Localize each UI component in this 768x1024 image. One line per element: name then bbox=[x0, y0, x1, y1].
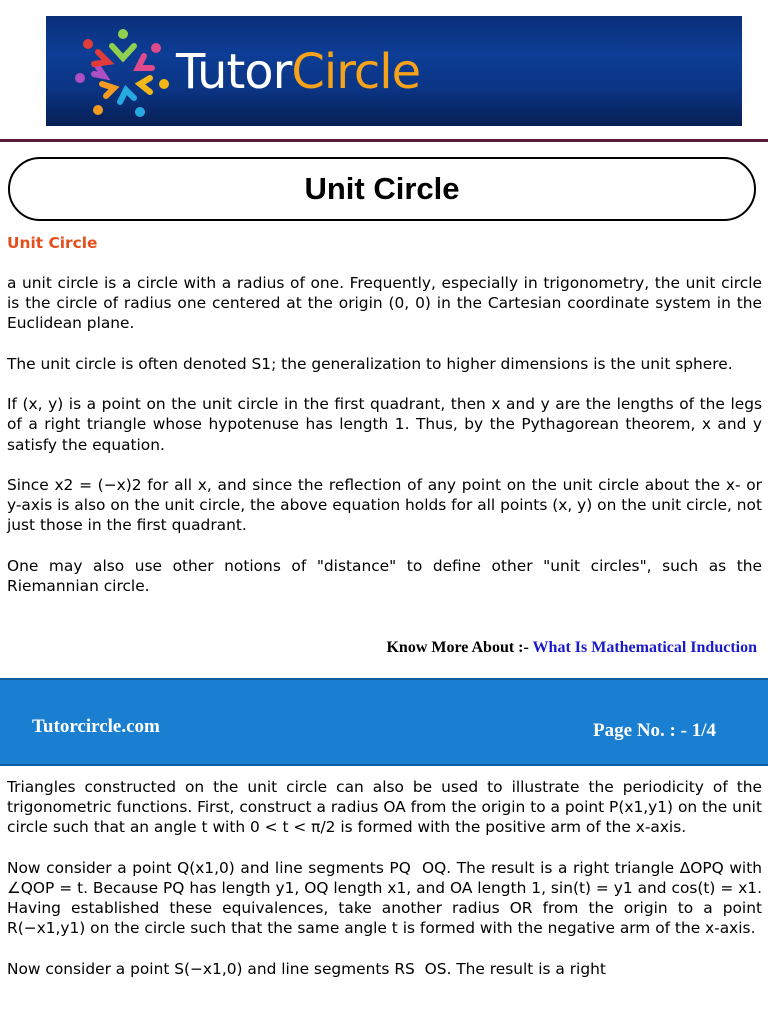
know-more-line bbox=[386, 638, 757, 658]
paragraph: Now consider a point Q(x1,0) and line segments PQ OQ. The result is a right triangle ΔOPQ with ∠QOP = t. Because PQ has length y1, OQ length x1, and OA length 1, sin(t) = y1 and cos(t) = x1. Having established these equivalences, take another radius OR from the origin to a point R(−x1,y1) on the circle such that the same angle t is formed with the negative arm of the x-axis. bbox=[7, 858, 762, 938]
paragraph: The unit circle is often denoted S1; the generalization to higher dimensions is the unit sphere. bbox=[7, 354, 733, 373]
page-number: Page No. : - 1/4 bbox=[593, 720, 716, 741]
know-more-prefix: Know More About :- bbox=[386, 639, 533, 656]
logo-wordmark bbox=[176, 44, 420, 100]
paragraph: a unit circle is a circle with a radius of one. Frequently, especially in trigonometry, the unit circle is the circle of radius one centered at the origin (0, 0) in the Cartesian coordinate system in the Euclidean plane. bbox=[7, 274, 762, 333]
paragraph: Since x2 = (−x)2 for all x, and since the reflection of any point on the unit circle about the x- or y-axis is also on the unit circle, the above equation holds for all points (x, y) on the unit circle, not just those in the first quadrant. bbox=[7, 475, 762, 535]
know-more-link[interactable]: What Is Mathematical Induction bbox=[532, 639, 757, 656]
paragraph: Triangles constructed on the unit circle can also be used to illustrate the periodicity of the trigonometric functions. First, construct a radius OA from the origin to a point P(x1,y1) on the unit circle such that an angle t with 0 < t < π/2 is formed with the positive arm of the x-axis. bbox=[7, 778, 762, 837]
page-footer bbox=[0, 678, 768, 766]
logo-banner bbox=[46, 16, 742, 126]
paragraph: One may also use other notions of "distance" to define other "unit circles", such as the Riemannian circle. bbox=[7, 556, 762, 595]
page-title: Unit Circle bbox=[304, 171, 460, 206]
header-divider bbox=[0, 139, 768, 142]
page2-body bbox=[7, 777, 762, 999]
paragraph: If (x, y) is a point on the unit circle in the first quadrant, then x and y are the lengths of the legs of a right triangle whose hypotenuse has length 1. Thus, by the Pythagorean theorem, x and y satisfy the equation. bbox=[7, 395, 762, 454]
title-box bbox=[8, 157, 756, 221]
paragraph: Now consider a point S(−x1,0) and line segments RS OS. The result is a right bbox=[7, 959, 606, 978]
logo-word-tutor: Tutor bbox=[176, 44, 292, 100]
footer-site-link[interactable]: Tutorcircle.com bbox=[32, 716, 160, 737]
logo-word-circle: Circle bbox=[291, 44, 421, 100]
people-circle-logo-icon bbox=[68, 24, 178, 120]
page1-body bbox=[7, 273, 762, 616]
section-heading: Unit Circle bbox=[7, 234, 98, 252]
